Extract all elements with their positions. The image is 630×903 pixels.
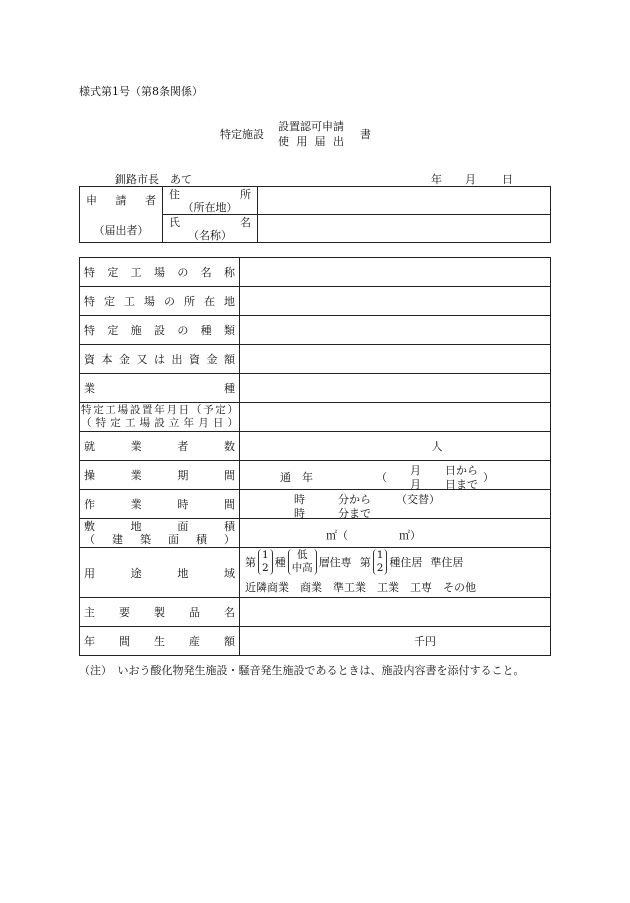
footnote: （注） いおう酸化物発生施設・騒音発生施設であるときは、施設内容書を添付すること。	[79, 664, 525, 677]
table-row	[80, 403, 551, 432]
established-date-field[interactable]	[240, 403, 551, 432]
name-label-cell	[163, 215, 258, 243]
area-unit-2: ㎡）	[399, 529, 421, 542]
zone-class-4: 2	[376, 562, 384, 574]
title-suffix: 書	[360, 128, 371, 141]
address-field[interactable]	[258, 187, 551, 215]
table-row	[80, 461, 551, 490]
zoning-label: 用途地域	[84, 566, 235, 580]
operating-period-label: 操業期間	[84, 469, 235, 482]
employees-unit: 人	[431, 440, 443, 453]
period-from: 日から	[445, 464, 478, 477]
table-row	[80, 374, 551, 403]
table-row	[80, 316, 551, 345]
annual-production-field[interactable]	[240, 627, 551, 656]
date-month-label: 月	[465, 173, 476, 186]
title-stack	[278, 119, 344, 149]
zone-midhigh: 中高	[291, 562, 313, 574]
table-row	[80, 258, 551, 287]
period-all-year: 通 年	[280, 471, 313, 484]
production-unit: 千円	[414, 635, 436, 648]
table-row	[80, 548, 551, 598]
zone-class-bracket	[258, 549, 273, 575]
hours-from: 分から	[338, 493, 371, 506]
zone-residential: 種住居	[389, 556, 423, 569]
table-row	[80, 519, 551, 548]
period-month-until: 月	[410, 478, 421, 491]
factory-name-field[interactable]	[240, 258, 551, 287]
zoning-line-2: 近隣商業 商業 準工業 工業 工専 その他	[245, 581, 476, 594]
zone-class-3: 1	[376, 549, 384, 561]
established-sub-label: （特定工場設立年月日）	[81, 417, 238, 429]
name-label: 氏名	[169, 215, 251, 229]
table-row	[80, 345, 551, 374]
title-line-apply: 設置認可申請	[278, 120, 344, 133]
site-area-label: 敷地面積	[84, 520, 235, 533]
facility-type-field[interactable]	[240, 316, 551, 345]
date-year-label: 年	[431, 173, 442, 186]
established-label: 特定工場設置年月日（予定）	[81, 404, 238, 416]
factory-name-label: 特定工場の名称	[84, 266, 235, 279]
facility-type-label: 特定施設の種類	[84, 324, 235, 337]
hours-shift: （交替）	[396, 493, 440, 506]
employees-label: 就業者数	[84, 440, 235, 453]
address-label: 住所	[169, 187, 251, 201]
building-area-label: （建築面積）	[84, 533, 235, 546]
hours-from-hour: 時	[294, 493, 305, 506]
capital-field[interactable]	[240, 345, 551, 374]
title-prefix: 特定施設	[220, 128, 264, 141]
zone-residential-bracket	[373, 549, 388, 575]
table-row	[80, 432, 551, 461]
hours-until: 分まで	[338, 507, 371, 520]
zone-layer: 層住専	[318, 556, 352, 569]
zone-height-bracket	[288, 549, 317, 575]
hours-until-hour: 時	[294, 507, 305, 520]
table-row	[80, 287, 551, 316]
factory-location-label: 特定工場の所在地	[84, 295, 235, 308]
table-row	[80, 598, 551, 627]
area-unit-1: ㎡（	[326, 529, 348, 542]
zone-low: 低	[296, 549, 308, 561]
zone-dai: 第	[245, 556, 256, 569]
address-label-cell	[163, 187, 258, 215]
period-month-from: 月	[410, 464, 421, 477]
period-open-paren: （	[376, 471, 387, 484]
period-until: 日まで	[445, 478, 478, 491]
applicant-role-label: 申 請 者	[86, 193, 156, 207]
zoning-field[interactable]	[240, 548, 551, 598]
zoning-line-1	[245, 549, 463, 575]
annual-production-label: 年間生産額	[84, 635, 235, 648]
facility-table	[79, 257, 551, 656]
operating-period-field[interactable]	[240, 461, 551, 490]
date-day-label: 日	[502, 173, 513, 186]
form-number: 様式第1号（第8条関係）	[79, 85, 203, 98]
address-sub-label: （所在地）	[182, 200, 238, 214]
main-products-label: 主要製品名	[84, 606, 235, 619]
table-row	[80, 490, 551, 519]
working-hours-field[interactable]	[240, 490, 551, 519]
capital-label: 資本金又は出資金額	[84, 353, 235, 366]
industry-field[interactable]	[240, 374, 551, 403]
document-title	[220, 119, 420, 153]
zone-class-1: 1	[262, 549, 269, 561]
name-sub-label: （名称）	[188, 228, 232, 242]
name-field[interactable]	[258, 215, 551, 243]
zone-class-2: 2	[262, 562, 269, 574]
title-line-notify: 使用届出	[278, 135, 344, 148]
zone-dai-2: 第	[359, 556, 371, 569]
table-row	[80, 627, 551, 656]
applicant-role-cell	[80, 187, 163, 243]
employees-field[interactable]	[240, 432, 551, 461]
applicant-table	[79, 186, 551, 243]
zone-shu: 種	[274, 556, 286, 569]
industry-label: 業種	[84, 382, 235, 395]
main-products-field[interactable]	[240, 598, 551, 627]
working-hours-label: 作業時間	[84, 498, 235, 511]
site-area-field[interactable]	[240, 519, 551, 548]
period-close-paren: ）	[483, 471, 494, 484]
applicant-role-sub: （届出者）	[93, 223, 149, 237]
zone-semi-residential: 準住居	[430, 556, 464, 569]
factory-location-field[interactable]	[240, 287, 551, 316]
addressee: 釧路市長 あて	[115, 173, 192, 186]
